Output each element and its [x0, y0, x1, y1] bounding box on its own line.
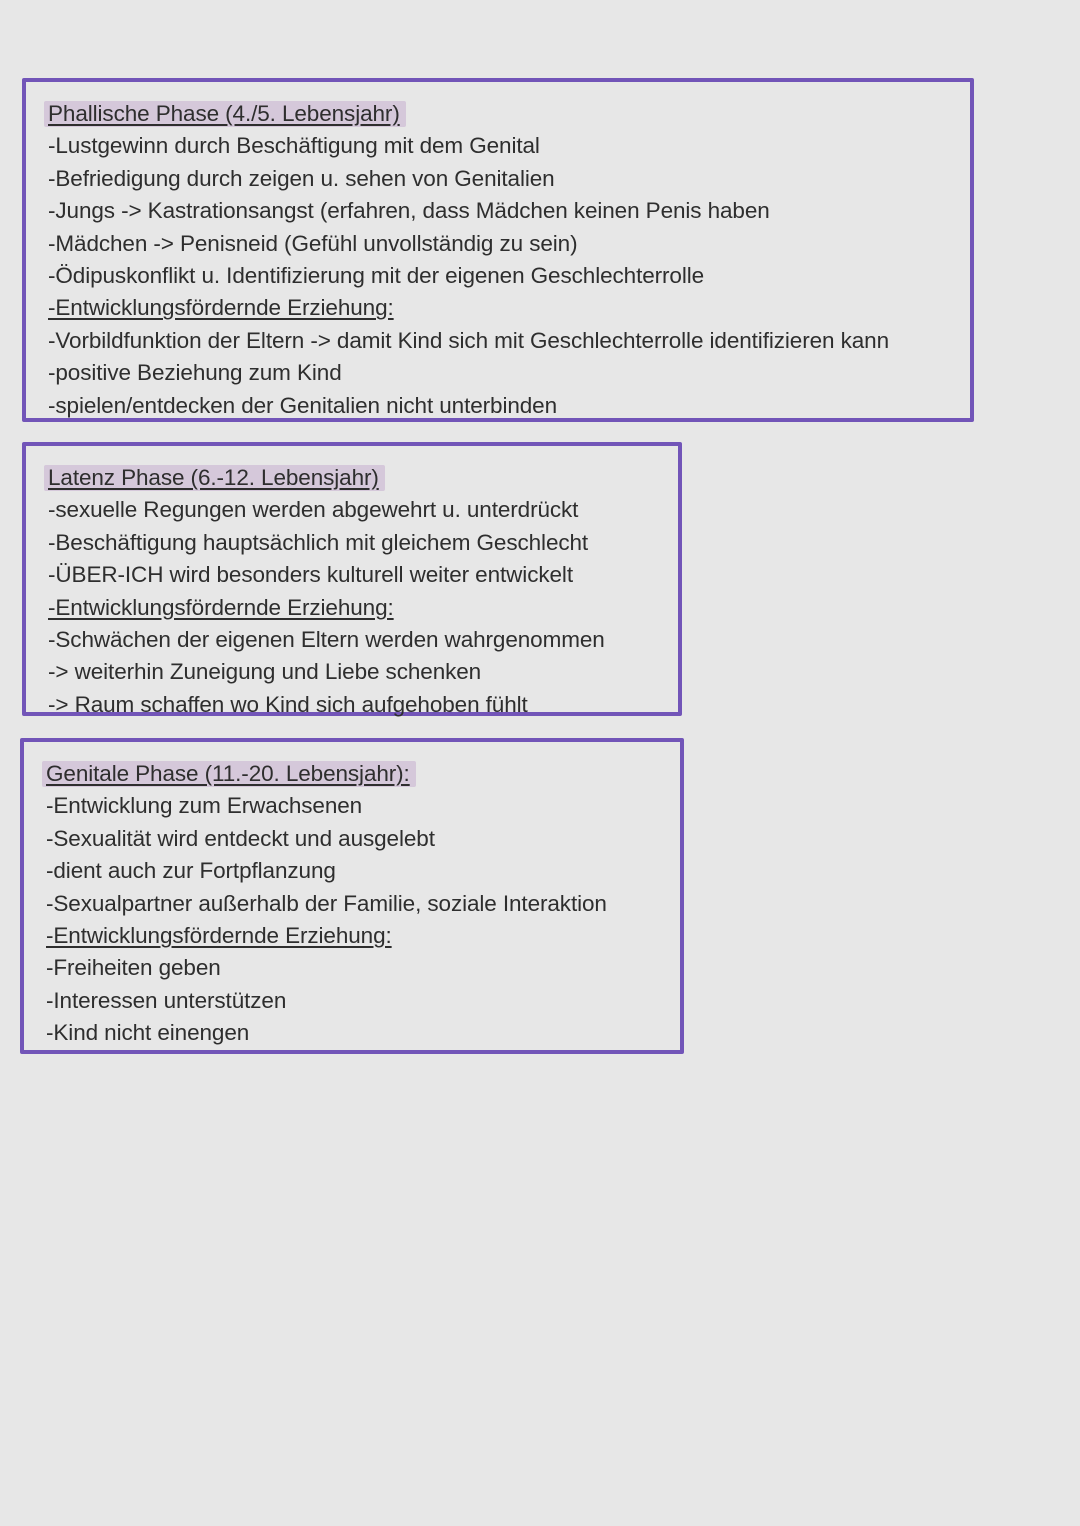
education-subheading: -Entwicklungsfördernde Erziehung:: [48, 295, 394, 321]
phase-point: -Entwicklung zum Erwachsenen: [46, 793, 363, 819]
phase-title: Phallische Phase (4./5. Lebensjahr): [44, 101, 406, 127]
phase-content: [48, 462, 668, 721]
education-recommendation: -Kind nicht einengen: [46, 1020, 250, 1046]
phase-box-genital: [20, 738, 684, 1054]
education-recommendation: -Vorbildfunktion der Eltern -> damit Kind sich mit Geschlechterrolle identifizieren kann: [48, 327, 889, 353]
phase-point: -Ödipuskonflikt u. Identifizierung mit der eigenen Geschlechterrolle: [48, 262, 705, 288]
phase-point: -dient auch zur Fortpflanzung: [46, 858, 336, 884]
education-recommendation: -> Raum schaffen wo Kind sich aufgehoben fühlt: [48, 691, 528, 717]
education-recommendation: -Freiheiten geben: [46, 955, 221, 981]
phase-point: -Mädchen -> Penisneid (Gefühl unvollständig zu sein): [48, 230, 578, 256]
phase-point: -Lustgewinn durch Beschäftigung mit dem Genital: [48, 133, 540, 159]
phase-title: Genitale Phase (11.-20. Lebensjahr):: [42, 761, 416, 787]
phase-point: -Sexualpartner außerhalb der Familie, soziale Interaktion: [46, 890, 607, 916]
education-recommendation: -spielen/entdecken der Genitalien nicht unterbinden: [48, 392, 557, 418]
education-recommendation: -Interessen unterstützen: [46, 987, 287, 1013]
phase-point: -Sexualität wird entdeckt und ausgelebt: [46, 825, 435, 851]
education-subheading: -Entwicklungsfördernde Erziehung:: [46, 922, 392, 948]
education-recommendation: -Schwächen der eigenen Eltern werden wahrgenommen: [48, 626, 605, 652]
phase-point: -Beschäftigung hauptsächlich mit gleichem Geschlecht: [48, 529, 589, 555]
phase-point: -ÜBER-ICH wird besonders kulturell weiter entwickelt: [48, 562, 573, 588]
education-recommendation: -> weiterhin Zuneigung und Liebe schenken: [48, 659, 482, 685]
phase-point: -Befriedigung durch zeigen u. sehen von Genitalien: [48, 165, 555, 191]
phase-title: Latenz Phase (6.-12. Lebensjahr): [44, 465, 385, 491]
phase-box-latency: [22, 442, 682, 716]
phase-box-phallic: [22, 78, 974, 422]
phase-point: -sexuelle Regungen werden abgewehrt u. unterdrückt: [48, 497, 579, 523]
phase-content: [46, 758, 670, 1050]
phase-point: -Jungs -> Kastrationsangst (erfahren, dass Mädchen keinen Penis haben: [48, 198, 770, 224]
education-subheading: -Entwicklungsfördernde Erziehung:: [48, 594, 394, 620]
phase-content: [48, 98, 960, 422]
education-recommendation: -positive Beziehung zum Kind: [48, 360, 342, 386]
